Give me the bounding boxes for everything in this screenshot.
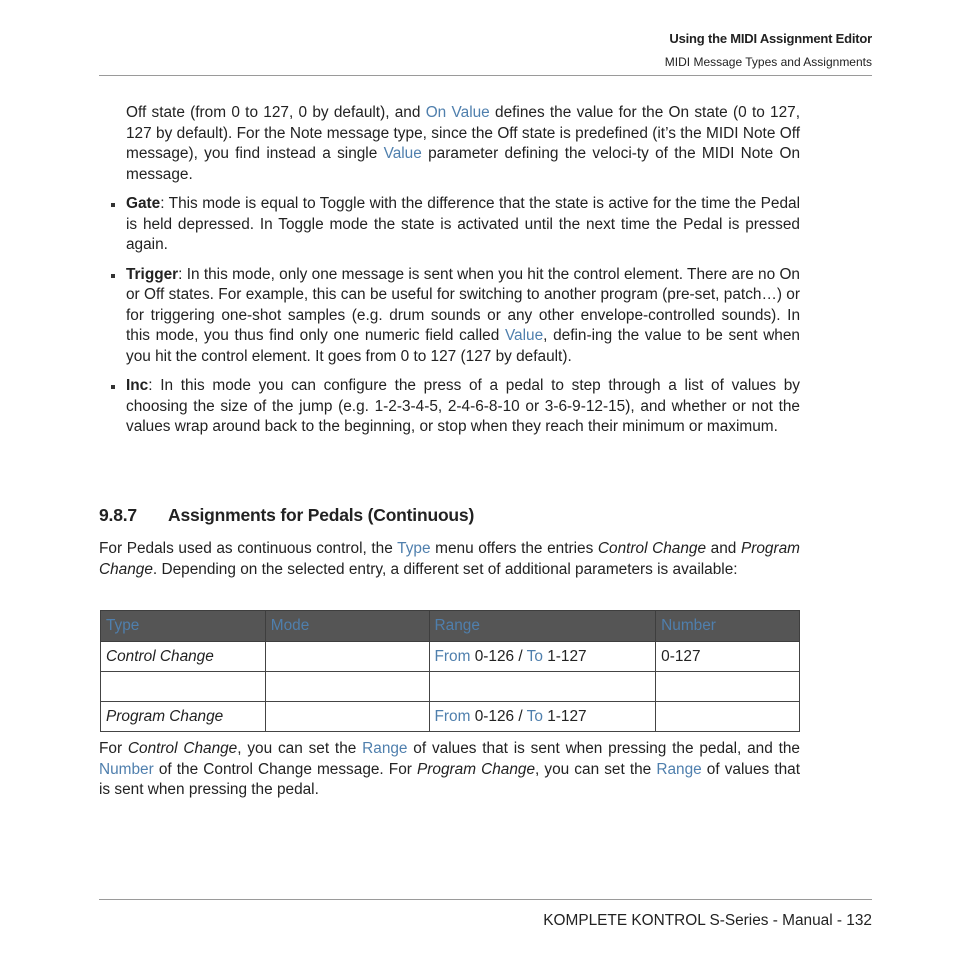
cell-mode — [265, 702, 429, 732]
gate-text: : This mode is equal to Toggle with the difference that the state is active for the time the Pedal is held depressed. In Toggle mode the state is activated until the next time the Pedal is pressed again. — [126, 195, 800, 253]
intro-text-2: defines the value for the On state (0 to 127, 127 by default). For the Note message type, since the Off state is predefined (it’s the MIDI Note Off message), you find instead a single — [126, 104, 801, 162]
col-header-mode: Mode — [265, 611, 429, 642]
cell-mode — [265, 642, 429, 672]
cell-number — [656, 702, 800, 732]
intro-paragraph — [99, 103, 800, 185]
range-from-value: 0-126 / — [470, 707, 527, 725]
on-value-link: On Value — [425, 104, 490, 121]
cell-type-text: Control Change — [106, 647, 214, 665]
intro-text-3: parameter defining the veloci-ty of the MIDI Note On message. — [126, 145, 800, 183]
cell-mode — [265, 672, 429, 702]
para1-text-3: and — [706, 540, 741, 557]
trigger-value-link: Value — [504, 327, 544, 344]
trigger-text-2: , defin-ing the value to be sent when you hit the control element. It goes from 0 to 127 (127 by default). — [126, 327, 800, 365]
cell-type — [101, 672, 266, 702]
para2-text-2: , you can set the — [237, 740, 363, 757]
range-link-2: Range — [656, 760, 702, 778]
program-change-term: Program Change — [417, 760, 536, 778]
trigger-text-1: : In this mode, only one message is sent when you hit the control element. There are no On or Off states. For example, this can be useful for switching to another program (pre-set, patch…) or for triggering one-shot samples (e.g. drum sounds or any other envelope-controlled sounds). In this mode, you thus find only one numeric field called — [126, 265, 800, 344]
from-link: From — [434, 647, 471, 665]
section-title: Assignments for Pedals (Continuous) — [168, 505, 475, 525]
table-row — [101, 702, 800, 732]
main-content — [99, 103, 800, 447]
para2-text-4: of the Control Change message. For — [153, 760, 417, 778]
range-to-value: 1-127 — [542, 647, 587, 665]
number-link: Number — [99, 760, 154, 778]
bullet-icon — [111, 274, 115, 278]
mode-list — [99, 194, 800, 438]
control-change-term: Control Change — [597, 540, 707, 557]
footer-rule — [99, 899, 872, 900]
pedals-paragraph — [99, 539, 800, 580]
list-item-gate — [99, 194, 800, 256]
col-header-range: Range — [429, 611, 656, 642]
list-item-inc — [99, 376, 800, 438]
running-header-subtitle: MIDI Message Types and Assignments — [664, 55, 872, 69]
value-link: Value — [383, 145, 422, 162]
gate-term: Gate — [126, 195, 161, 212]
cell-number: 0-127 — [656, 642, 800, 672]
to-link: To — [526, 647, 543, 665]
running-header-title: Using the MIDI Assignment Editor — [669, 31, 872, 46]
para2-text-1: For — [99, 740, 128, 757]
control-change-term: Control Change — [127, 740, 238, 757]
program-change-term: Program Change — [99, 540, 800, 578]
para1-text-2: menu offers the entries — [430, 540, 598, 557]
table-header-row — [101, 611, 800, 642]
range-paragraph — [99, 739, 800, 801]
table-row — [101, 672, 800, 702]
cell-number — [656, 672, 800, 702]
bullet-icon — [111, 385, 115, 389]
col-header-type: Type — [101, 611, 266, 642]
para1-text-4: . Depending on the selected entry, a different set of additional parameters is available: — [152, 560, 738, 578]
col-header-number: Number — [656, 611, 800, 642]
para2-text-5: , you can set the — [535, 760, 657, 778]
section-heading — [99, 505, 474, 526]
cell-range — [429, 672, 656, 702]
table-row — [101, 642, 800, 672]
section-intro — [99, 539, 800, 580]
list-item-trigger — [99, 265, 800, 368]
parameters-table — [100, 610, 800, 732]
header-rule — [99, 75, 872, 76]
bullet-icon — [111, 203, 115, 207]
section-number: 9.8.7 — [99, 505, 137, 525]
page-footer: KOMPLETE KONTROL S-Series - Manual - 132 — [543, 912, 872, 929]
cell-type — [101, 702, 266, 732]
trigger-term: Trigger — [126, 265, 179, 283]
para1-text-1: For Pedals used as continuous control, the — [99, 540, 398, 557]
cell-type — [101, 642, 266, 672]
range-to-value: 1-127 — [542, 707, 587, 725]
range-from-value: 0-126 / — [470, 647, 527, 665]
section-closing — [99, 739, 800, 801]
intro-text-1: Off state (from 0 to 127, 0 by default), and — [126, 104, 426, 121]
type-link: Type — [397, 540, 431, 557]
range-link: Range — [362, 740, 408, 757]
inc-text: : In this mode you can configure the press of a pedal to step through a list of values by choosing the size of the jump (e.g. 1-2-3-4-5, 2-4-6-8-10 or 3-6-9-12-15), and whether or not the values wrap around back to the beginning, or stop when they reach their minimum or maximum. — [126, 377, 800, 435]
cell-type-text: Program Change — [106, 707, 224, 725]
para2-text-3: of values that is sent when pressing the pedal, and the — [407, 740, 800, 757]
from-link: From — [434, 707, 471, 725]
cell-range — [429, 702, 656, 732]
inc-term: Inc — [126, 377, 149, 394]
to-link: To — [526, 707, 543, 725]
para2-text-6: of values that is sent when pressing the pedal. — [99, 760, 800, 798]
cell-range — [429, 642, 656, 672]
